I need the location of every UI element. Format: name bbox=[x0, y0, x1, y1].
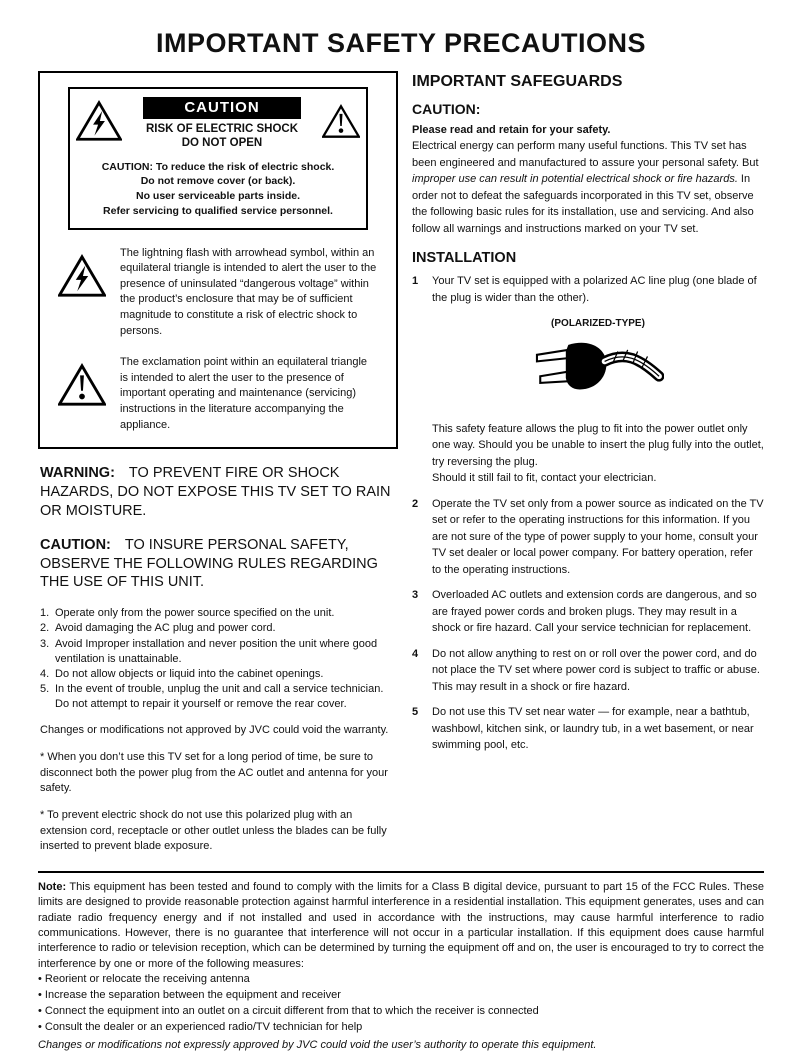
notice-line: No user serviceable parts inside. bbox=[136, 190, 300, 203]
lightning-description: The lightning flash with arrowhead symbol, within an equilateral triangle is intended to alert the user to the presence of uninsulated “dangerous voltage” within the product’s enclosure that may be of sufficient magnitude to constitute a risk of electric shock to persons. bbox=[120, 246, 377, 337]
rule-number: 3. bbox=[40, 637, 50, 650]
item-text: Overloaded AC outlets and extension cords are dangerous, and so are frayed power cords and broken plugs. They may result in a shock or fire hazard. Call your service technician for replacement. bbox=[432, 589, 757, 634]
rule-text: Operate only from the power source specified on the unit. bbox=[55, 607, 335, 620]
exclamation-description: The exclamation point within an equilateral triangle is intended to alert the user to the presence of important operating and maintenance (servicing) instructions in the literature accompanying the appliance. bbox=[120, 356, 368, 431]
notice-line: Do not remove cover (or back). bbox=[140, 175, 296, 188]
caution-label: CAUTION: bbox=[40, 536, 111, 553]
warning-paragraph bbox=[40, 464, 396, 521]
shock-warning-notice bbox=[76, 160, 360, 219]
item-text: Do not allow anything to rest on or roll over the power cord, and do not place the TV set where power cord is subject to traffic or abuse. This may result in a shock or fire hazard. bbox=[432, 647, 760, 693]
lightning-explanation-row bbox=[58, 246, 378, 340]
rule-item bbox=[40, 606, 396, 621]
item-number: 3 bbox=[412, 589, 419, 601]
rule-item bbox=[40, 682, 396, 712]
item-text: Operate the TV set only from a power source as indicated on the TV set or refer to the operating instructions for this information. If you are not sure of the type of power supply to your home, consult your TV set dealer or local power company. For battery operation, refer to the operating instructions. bbox=[432, 497, 764, 576]
polarized-plug-icon bbox=[532, 333, 664, 403]
rules-list bbox=[40, 606, 396, 712]
installation-item bbox=[412, 587, 764, 637]
rule-number: 5. bbox=[40, 683, 50, 696]
caution-paragraph bbox=[40, 536, 396, 593]
left-column bbox=[38, 71, 398, 855]
intro-italic: improper use can result in potential electrical shock or fire hazards. bbox=[412, 173, 738, 185]
item-text: Do not use this TV set near water — for example, near a bathtub, washbowl, kitchen sink, or laundry tub, in a wet basement, or near swimming pool, etc. bbox=[432, 706, 754, 751]
note-label: Note: bbox=[38, 880, 67, 893]
warranty-note: Changes or modifications not approved by JVC could void the warranty. bbox=[40, 724, 389, 737]
item-text: Your TV set is equipped with a polarized AC line plug (one blade of the plug is wider than the other). bbox=[432, 275, 757, 304]
fcc-bullet: • Increase the separation between the equipment and receiver bbox=[38, 989, 341, 1002]
installation-item bbox=[412, 273, 764, 487]
rule-item bbox=[40, 667, 396, 682]
installation-item bbox=[412, 646, 764, 696]
installation-heading: INSTALLATION bbox=[412, 250, 517, 266]
safeguards-heading: IMPORTANT SAFEGUARDS bbox=[412, 73, 623, 90]
warning-label: WARNING: bbox=[40, 465, 115, 482]
rule-text: Avoid damaging the AC plug and power cord. bbox=[55, 622, 276, 635]
caution-text: TO INSURE PERSONAL SAFETY, OBSERVE THE FOLLOWING RULES REGARDING THE USE OF THIS UNIT. bbox=[40, 536, 378, 591]
rule-item bbox=[40, 637, 396, 667]
right-column bbox=[412, 71, 764, 855]
installation-item bbox=[412, 704, 764, 754]
fcc-bullet: • Reorient or relocate the receiving antenna bbox=[38, 973, 250, 986]
two-column-layout bbox=[38, 71, 764, 855]
fcc-bullet: • Connect the equipment into an outlet on a circuit different from that to which the receiver is connected bbox=[38, 1004, 539, 1017]
polarized-plug-note: * To prevent electric shock do not use this polarized plug with an extension cord, receptacle or other outlet unless the blades can be fully inserted to prevent blade exposure. bbox=[40, 808, 387, 853]
shock-warning-header bbox=[76, 97, 360, 151]
intro-before: Electrical energy can perform many useful functions. This TV set has been engineered and manufactured to assure your personal safety. But bbox=[412, 140, 759, 169]
risk-line-2: DO NOT OPEN bbox=[181, 137, 263, 150]
notice-line: CAUTION: To reduce the risk of electric shock. bbox=[101, 160, 335, 173]
notice-line: Refer servicing to qualified service personnel. bbox=[103, 204, 333, 217]
caution-panel bbox=[38, 71, 398, 449]
exclamation-triangle-icon bbox=[58, 363, 106, 412]
warning-text: TO PREVENT FIRE OR SHOCK HAZARDS, DO NOT EXPOSE THIS TV SET TO RAIN OR MOISTURE. bbox=[40, 465, 391, 519]
item-number: 4 bbox=[412, 647, 419, 660]
shock-warning-box bbox=[68, 87, 368, 230]
risk-line-1: RISK OF ELECTRIC SHOCK bbox=[145, 123, 299, 135]
item-number: 2 bbox=[412, 497, 419, 510]
caution-bar: CAUTION bbox=[143, 97, 301, 119]
lightning-triangle-icon bbox=[76, 100, 122, 147]
polarized-type-label: (POLARIZED-TYPE) bbox=[551, 318, 645, 329]
intro-after: In order not to defeat the safeguards incorporated in this TV set, observe the following basic rules for its installation, use and servicing. And also follow all warnings and instructions marked on your TV set. bbox=[412, 173, 754, 235]
rule-text: Do not allow objects or liquid into the cabinet openings. bbox=[55, 667, 324, 680]
exclamation-triangle-icon bbox=[322, 104, 360, 144]
safeguards-intro bbox=[412, 138, 764, 237]
rule-item bbox=[40, 621, 396, 636]
rule-number: 2. bbox=[40, 622, 50, 635]
lightning-triangle-icon bbox=[58, 254, 106, 303]
item-body bbox=[432, 273, 764, 487]
long-period-note: * When you don’t use this TV set for a long period of time, be sure to disconnect both the power plug from the AC outlet and antenna for your safety. bbox=[40, 751, 388, 795]
rule-number: 1. bbox=[40, 607, 50, 620]
caution-heading: CAUTION: bbox=[412, 101, 481, 117]
followup-paragraph bbox=[432, 421, 764, 487]
fcc-note-text: This equipment has been tested and found to comply with the limits for a Class B digital device, pursuant to part 15 of the FCC Rules. These limits are designed to provide reasonable protection against harmful interference in a residential installation. This equipment generates, uses and can radiate radio frequency energy and if not installed and used in accordance with the instructions, may cause harmful interference to radio communications. However, there is no guarantee that interference will not occur in a particular installation. If this equipment does cause harmful interference to radio or television reception, which can be determined by turning the equipment off and on, the user is encouraged to try to correct the interference by one or more of the following measures: bbox=[38, 880, 764, 970]
fcc-bullet: • Consult the dealer or an experienced radio/TV technician for help bbox=[38, 1020, 363, 1033]
fcc-note bbox=[38, 880, 764, 972]
polarized-plug-figure bbox=[432, 316, 764, 409]
fcc-note-section bbox=[38, 871, 764, 1053]
item-number: 1 bbox=[412, 275, 419, 287]
page-title: IMPORTANT SAFETY PRECAUTIONS bbox=[155, 28, 647, 58]
followup-line: Should it still fail to fit, contact your electrician. bbox=[432, 472, 657, 484]
item-number: 5 bbox=[412, 706, 419, 718]
fcc-final-line: Changes or modifications not expressly approved by JVC could void the user’s authority to operate this equipment. bbox=[38, 1038, 597, 1051]
followup-line: This safety feature allows the plug to fit into the power outlet only one way. Should you be unable to insert the plug fully into the outlet, try reversing the plug. bbox=[432, 422, 764, 468]
exclamation-explanation-row bbox=[58, 355, 378, 433]
rule-text: In the event of trouble, unplug the unit and call a service technician. Do not attempt to repair it yourself or remove the rear cover. bbox=[55, 683, 384, 711]
rule-text: Avoid Improper installation and never position the unit where good ventilation is unattainable. bbox=[55, 637, 378, 665]
shock-warning-text bbox=[122, 97, 322, 151]
rule-number: 4. bbox=[40, 667, 50, 680]
installation-item bbox=[412, 496, 764, 579]
read-retain-line: Please read and retain for your safety. bbox=[412, 124, 611, 136]
